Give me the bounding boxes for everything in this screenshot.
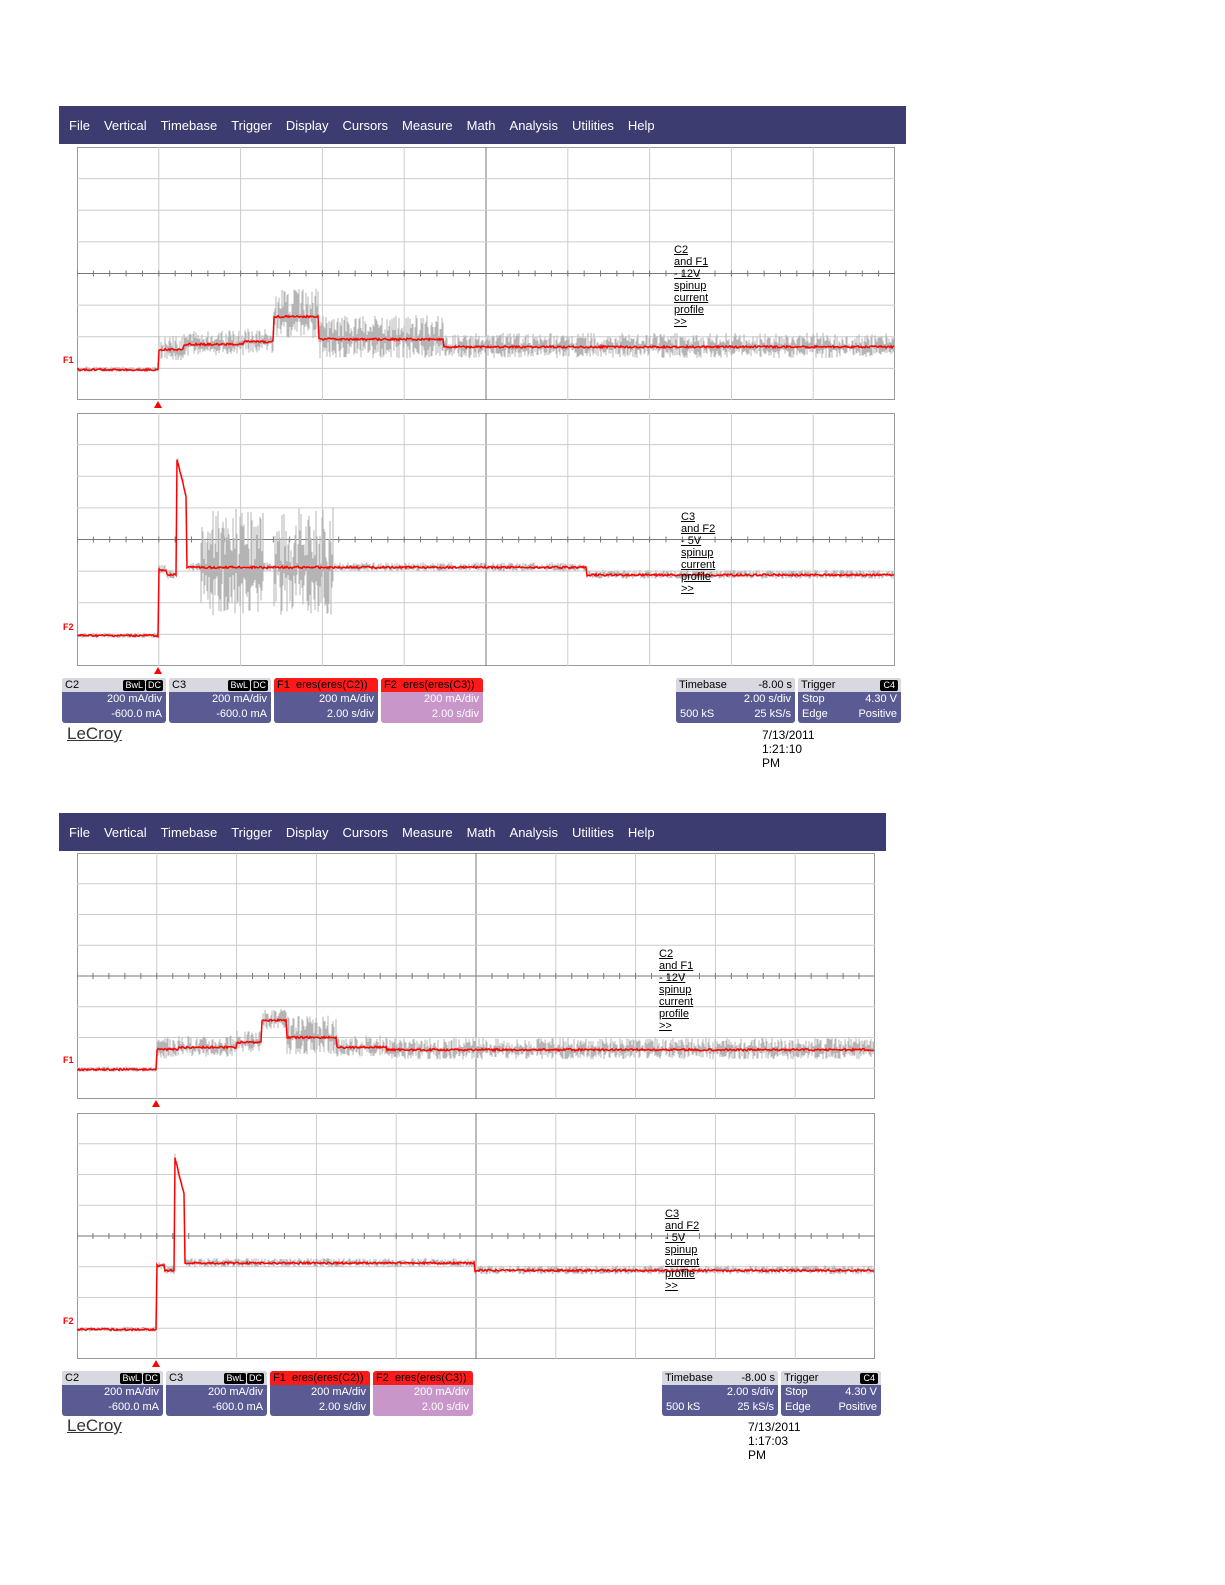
trigger-mode: Stop (785, 1386, 808, 1398)
chip-func: eres(eres(C2)) (291, 1372, 364, 1384)
function-f1-chip[interactable] (270, 1371, 370, 1416)
timebase-chip[interactable] (662, 1371, 778, 1416)
trigger-marker-icon (152, 1100, 160, 1107)
bwl-badge: BwL (230, 679, 248, 690)
bwl-badge: BwL (226, 1372, 244, 1383)
chip-name: C2 (65, 1372, 80, 1384)
chip-func: eres(eres(C3)) (394, 1372, 467, 1384)
menu-help[interactable]: Help (627, 824, 655, 840)
menu-cursors[interactable]: Cursors (342, 117, 389, 133)
channel-c3-chip[interactable] (169, 678, 271, 723)
chip-scale: 200 mA/div (106, 693, 162, 705)
chip-time: 2.00 s/div (421, 1401, 469, 1413)
timestamp: 7/13/2011 1:17:03 PM (748, 1420, 801, 1462)
menu-measure[interactable]: Measure (402, 117, 453, 133)
chip-name: C2 (65, 679, 80, 691)
waveform-grid-bottom (77, 413, 895, 666)
menu-display[interactable]: Display (285, 824, 329, 840)
menu-analysis[interactable]: Analysis (509, 824, 558, 840)
chip-scale: 200 mA/div (413, 1386, 469, 1398)
annotation-12v: C2 and F1 - 12V spinup current profile >> (659, 948, 694, 1032)
timebase-samples: 500 kS (666, 1401, 701, 1413)
timebase-delay: -8.00 s (758, 679, 792, 691)
channel-c3-chip[interactable] (166, 1371, 267, 1416)
chip-func: eres(eres(C2)) (295, 679, 368, 691)
trigger-slope: Positive (858, 708, 897, 720)
annotation-12v: C2 and F1 - 12V spinup current profile >> (674, 244, 709, 328)
menu-math[interactable]: Math (466, 824, 496, 840)
trigger-type: Edge (802, 708, 828, 720)
menu-utilities[interactable]: Utilities (571, 117, 614, 133)
annotation-5v: C3 and F2 - 5V spinup current profile >> (681, 511, 716, 595)
trigger-level: 4.30 V (845, 1386, 877, 1398)
timebase-tdiv: 2.00 s/div (726, 1386, 774, 1398)
menu-math[interactable]: Math (466, 117, 496, 133)
timebase-chip[interactable] (676, 678, 795, 723)
menu-timebase[interactable]: Timebase (160, 824, 218, 840)
menu-help[interactable]: Help (627, 117, 655, 133)
chip-scale: 200 mA/div (423, 693, 479, 705)
function-f2-chip[interactable] (373, 1371, 473, 1416)
chip-time: 2.00 s/div (431, 708, 479, 720)
channel-c2-chip[interactable] (62, 678, 166, 723)
menu-measure[interactable]: Measure (402, 824, 453, 840)
menu-timebase[interactable]: Timebase (160, 117, 218, 133)
chip-name: F2 (384, 679, 397, 691)
chip-func: eres(eres(C3)) (402, 679, 475, 691)
trace-label-f1: F1 (63, 355, 74, 365)
trigger-marker-icon (154, 667, 162, 674)
chip-offset: -600.0 mA (212, 1401, 263, 1413)
menu-bar (59, 813, 886, 851)
trace-label-f1: F1 (63, 1055, 74, 1065)
menu-vertical[interactable]: Vertical (103, 824, 147, 840)
chip-time: 2.00 s/div (326, 708, 374, 720)
menu-utilities[interactable]: Utilities (571, 824, 614, 840)
timebase-rate: 25 kS/s (754, 708, 791, 720)
lecroy-logo: LeCroy (67, 724, 122, 743)
timebase-label: Timebase (665, 1372, 713, 1384)
menu-file[interactable]: File (69, 824, 90, 840)
trigger-chip[interactable] (781, 1371, 881, 1416)
trigger-mode: Stop (802, 693, 825, 705)
chip-name: F1 (273, 1372, 286, 1384)
trigger-label: Trigger (784, 1372, 819, 1384)
menu-vertical[interactable]: Vertical (103, 117, 147, 133)
timebase-rate: 25 kS/s (737, 1401, 774, 1413)
dc-badge: DC (145, 1372, 158, 1383)
chip-scale: 200 mA/div (211, 693, 267, 705)
chip-scale: 200 mA/div (310, 1386, 366, 1398)
annotation-5v: C3 and F2 - 5V spinup current profile >> (665, 1208, 700, 1292)
channel-c2-chip[interactable] (62, 1371, 163, 1416)
menu-analysis[interactable]: Analysis (509, 117, 558, 133)
timebase-delay: -8.00 s (741, 1372, 775, 1384)
trigger-marker-icon (154, 401, 162, 408)
bwl-badge: BwL (122, 1372, 140, 1383)
chip-name: C3 (172, 679, 187, 691)
menu-trigger[interactable]: Trigger (231, 824, 272, 840)
chip-name: F1 (277, 679, 290, 691)
trace-label-f2: F2 (63, 1316, 74, 1326)
function-f2-chip[interactable] (381, 678, 483, 723)
dc-badge: DC (249, 1372, 262, 1383)
chip-offset: -600.0 mA (111, 708, 162, 720)
lecroy-logo: LeCroy (67, 1416, 122, 1435)
timebase-samples: 500 kS (680, 708, 715, 720)
trigger-marker-icon (152, 1360, 160, 1367)
chip-offset: -600.0 mA (108, 1401, 159, 1413)
menu-bar (59, 106, 906, 144)
chip-name: C3 (169, 1372, 184, 1384)
trigger-slope: Positive (838, 1401, 877, 1413)
chip-offset: -600.0 mA (216, 708, 267, 720)
function-f1-chip[interactable] (274, 678, 378, 723)
menu-display[interactable]: Display (285, 117, 329, 133)
chip-scale: 200 mA/div (103, 1386, 159, 1398)
menu-file[interactable]: File (69, 117, 90, 133)
waveform-grid-top (77, 147, 895, 400)
chip-name: F2 (376, 1372, 389, 1384)
trigger-source-badge: C4 (860, 1373, 878, 1384)
trigger-label: Trigger (801, 679, 836, 691)
trigger-source-badge: C4 (880, 680, 898, 691)
timebase-tdiv: 2.00 s/div (743, 693, 791, 705)
waveform-grid-top (77, 853, 875, 1099)
timebase-label: Timebase (679, 679, 727, 691)
menu-trigger[interactable]: Trigger (231, 117, 272, 133)
dc-badge: DC (253, 679, 266, 690)
trace-label-f2: F2 (63, 622, 74, 632)
chip-scale: 200 mA/div (207, 1386, 263, 1398)
menu-cursors[interactable]: Cursors (342, 824, 389, 840)
chip-scale: 200 mA/div (318, 693, 374, 705)
chip-time: 2.00 s/div (318, 1401, 366, 1413)
trigger-level: 4.30 V (865, 693, 897, 705)
bwl-badge: BwL (125, 679, 143, 690)
waveform-grid-bottom (77, 1113, 875, 1359)
timestamp: 7/13/2011 1:21:10 PM (762, 728, 815, 770)
trigger-chip[interactable] (798, 678, 901, 723)
dc-badge: DC (148, 679, 161, 690)
trigger-type: Edge (785, 1401, 811, 1413)
